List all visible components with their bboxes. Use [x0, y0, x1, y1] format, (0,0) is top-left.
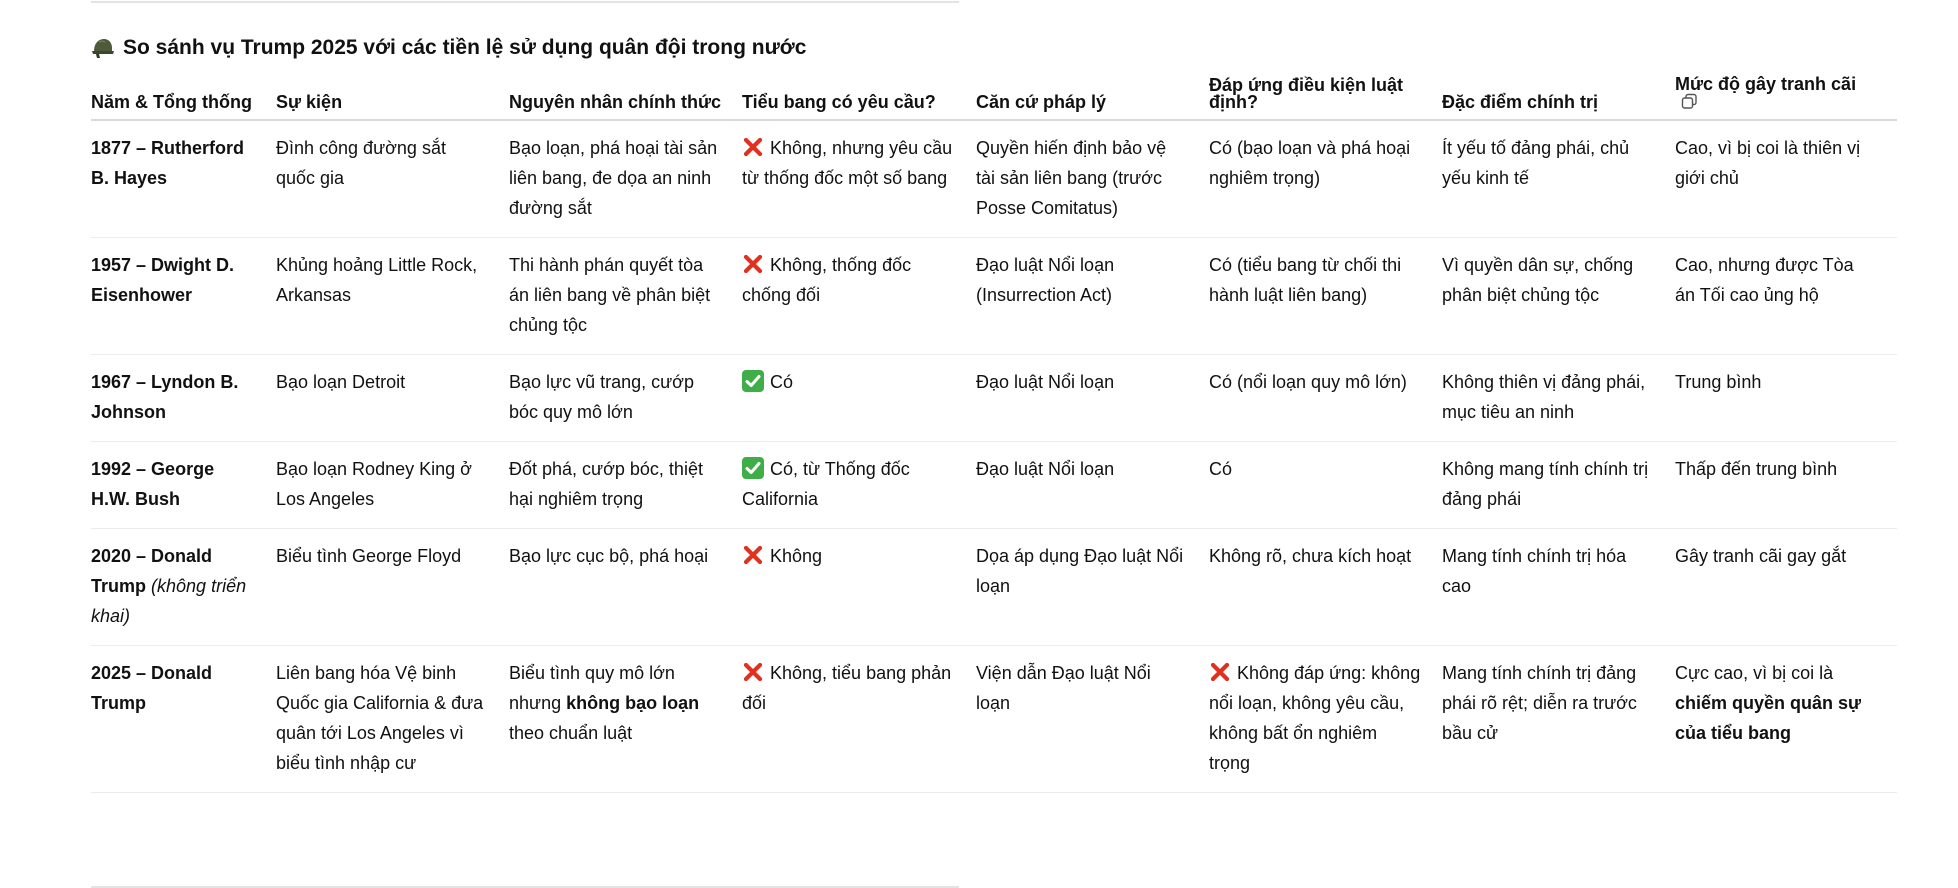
column-header-controversy-label: Mức độ gây tranh cãi	[1675, 74, 1857, 94]
column-header-reason: Nguyên nhân chính thức	[509, 74, 742, 120]
cell-condition: Có (tiểu bang từ chối thi hành luật liên bang)	[1209, 238, 1442, 355]
cell-political: Không thiên vị đảng phái, mục tiêu an ninh	[1442, 355, 1675, 442]
cell-reason: Đốt phá, cướp bóc, thiệt hại nghiêm trọng	[509, 442, 742, 529]
cell-legal: Đạo luật Nổi loạn	[976, 442, 1209, 529]
cell-controversy: Cao, vì bị coi là thiên vị giới chủ	[1675, 120, 1897, 238]
table-row	[91, 120, 1897, 238]
cell-controversy-text: Cực cao, vì bị coi là	[1675, 663, 1834, 683]
cross-mark-icon	[742, 253, 764, 275]
cell-request	[742, 238, 976, 355]
cell-condition-text: Không đáp ứng: không nổi loạn, không yêu cầu, không bất ổn nghiêm trọng	[1209, 663, 1421, 773]
cell-year-note: (không triển khai)	[91, 576, 247, 626]
cell-year: 1992 – George H.W. Bush	[91, 442, 276, 529]
military-helmet-icon	[91, 36, 115, 60]
comparison-table	[91, 74, 1897, 793]
cell-political: Không mang tính chính trị đảng phái	[1442, 442, 1675, 529]
cell-request-text: Có	[770, 372, 794, 392]
cell-year: 1877 – Rutherford B. Hayes	[91, 120, 276, 238]
cell-political: Mang tính chính trị hóa cao	[1442, 529, 1675, 646]
cell-political: Mang tính chính trị đảng phái rõ rệt; diễn ra trước bầu cử	[1442, 646, 1675, 793]
cell-reason-emphasis: không bạo loạn	[566, 693, 700, 713]
cell-legal: Đạo luật Nổi loạn (Insurrection Act)	[976, 238, 1209, 355]
cross-mark-icon	[742, 661, 764, 683]
cell-reason: Bạo lực cục bộ, phá hoại	[509, 529, 742, 646]
table-row	[91, 238, 1897, 355]
cell-event: Bạo loạn Rodney King ở Los Angeles	[276, 442, 509, 529]
cell-reason-text: Biểu tình quy mô lớn nhưng	[509, 663, 675, 713]
cell-controversy: Gây tranh cãi gay gắt	[1675, 529, 1897, 646]
cross-mark-icon	[742, 544, 764, 566]
table-row	[91, 442, 1897, 529]
column-header-controversy	[1675, 74, 1897, 120]
cell-legal: Dọa áp dụng Đạo luật Nổi loạn	[976, 529, 1209, 646]
cell-event: Khủng hoảng Little Rock, Arkansas	[276, 238, 509, 355]
cell-controversy-emphasis: chiếm quyền quân sự của tiểu bang	[1675, 693, 1862, 743]
column-header-year: Năm & Tổng thống	[91, 74, 276, 120]
cell-year: 1957 – Dwight D. Eisenhower	[91, 238, 276, 355]
cell-controversy: Thấp đến trung bình	[1675, 442, 1897, 529]
cell-reason: Thi hành phán quyết tòa án liên bang về phân biệt chủng tộc	[509, 238, 742, 355]
cell-reason-text-end: theo chuẩn luật	[509, 723, 633, 743]
cross-mark-icon	[1209, 661, 1231, 683]
copy-icon[interactable]	[1681, 93, 1698, 110]
cell-request-text: Không, thống đốc chống đối	[742, 255, 912, 305]
cell-condition: Có	[1209, 442, 1442, 529]
column-header-political: Đặc điểm chính trị	[1442, 74, 1675, 120]
cell-request	[742, 442, 976, 529]
cell-year: 2025 – Donald Trump	[91, 646, 276, 793]
table-row	[91, 529, 1897, 646]
cell-controversy: Cao, nhưng được Tòa án Tối cao ủng hộ	[1675, 238, 1897, 355]
cell-legal: Quyền hiến định bảo vệ tài sản liên bang (trước Posse Comitatus)	[976, 120, 1209, 238]
cell-event: Đình công đường sắt quốc gia	[276, 120, 509, 238]
cell-condition: Có (bạo loạn và phá hoại nghiêm trọng)	[1209, 120, 1442, 238]
column-header-event: Sự kiện	[276, 74, 509, 120]
cell-political: Ít yếu tố đảng phái, chủ yếu kinh tế	[1442, 120, 1675, 238]
check-mark-icon	[742, 370, 764, 392]
cell-year	[91, 529, 276, 646]
cell-condition: Không rõ, chưa kích hoạt	[1209, 529, 1442, 646]
table-row	[91, 646, 1897, 793]
cell-condition	[1209, 646, 1442, 793]
cell-request	[742, 646, 976, 793]
column-header-request: Tiểu bang có yêu cầu?	[742, 74, 976, 120]
check-mark-icon	[742, 457, 764, 479]
cell-year-text: 2020 – Donald Trump	[91, 546, 213, 596]
cell-request	[742, 120, 976, 238]
cell-legal: Đạo luật Nổi loạn	[976, 355, 1209, 442]
cell-controversy	[1675, 646, 1897, 793]
cell-request-text: Không, tiểu bang phản đối	[742, 663, 952, 713]
cell-year: 1967 – Lyndon B. Johnson	[91, 355, 276, 442]
top-divider	[91, 1, 959, 3]
cell-request-text: Có, từ Thống đốc California	[742, 459, 910, 509]
cell-legal: Viện dẫn Đạo luật Nổi loạn	[976, 646, 1209, 793]
cell-controversy: Trung bình	[1675, 355, 1897, 442]
cell-reason: Bạo loạn, phá hoại tài sản liên bang, đe dọa an ninh đường sắt	[509, 120, 742, 238]
cell-request-text: Không, nhưng yêu cầu từ thống đốc một số bang	[742, 138, 953, 188]
cell-request-text: Không	[770, 546, 823, 566]
table-row	[91, 355, 1897, 442]
cell-political: Vì quyền dân sự, chống phân biệt chủng tộc	[1442, 238, 1675, 355]
table-heading	[91, 36, 806, 60]
header-row	[91, 74, 1897, 120]
cell-event: Bạo loạn Detroit	[276, 355, 509, 442]
cell-condition: Có (nổi loạn quy mô lớn)	[1209, 355, 1442, 442]
cell-event: Biểu tình George Floyd	[276, 529, 509, 646]
cell-reason: Bạo lực vũ trang, cướp bóc quy mô lớn	[509, 355, 742, 442]
column-header-legal: Căn cứ pháp lý	[976, 74, 1209, 120]
cell-reason	[509, 646, 742, 793]
table-title: So sánh vụ Trump 2025 với các tiền lệ sử dụng quân đội trong nước	[123, 36, 807, 59]
cross-mark-icon	[742, 136, 764, 158]
cell-request	[742, 529, 976, 646]
cell-request	[742, 355, 976, 442]
cell-event: Liên bang hóa Vệ binh Quốc gia California & đưa quân tới Los Angeles vì biểu tình nhập cư	[276, 646, 509, 793]
column-header-condition: Đáp ứng điều kiện luật định?	[1209, 74, 1442, 120]
